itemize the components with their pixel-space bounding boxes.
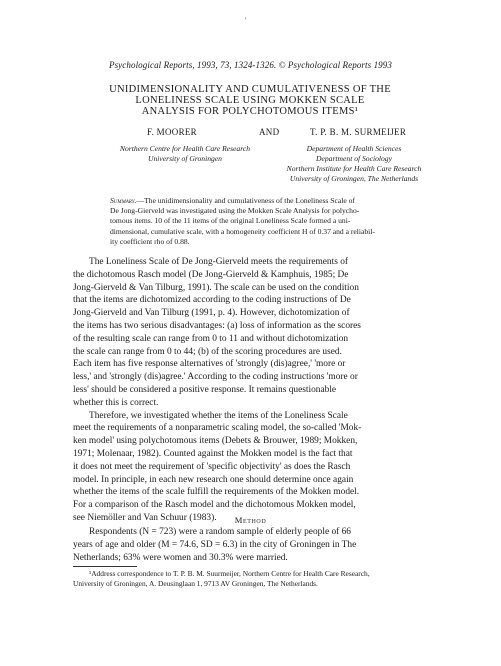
title-line: LONELINESS SCALE USING MOKKEN SCALE (135, 95, 365, 106)
method-line: Respondents (N = 723) were a random sample of elderly people of 66 (89, 527, 351, 537)
author-second: T. P. B. M. SURMEIJER (310, 127, 407, 137)
affiliation-line: Northern Centre for Health Care Research (119, 144, 251, 153)
affiliation-line: Department of Health Sciences (306, 144, 402, 153)
abstract-line: De Jong-Gierveld was investigated using the Mokken Scale Analysis for polycho- (110, 206, 360, 216)
abstract-line: dimensional, cumulative scale, with a homogeneity coefficient H of 0.37 and a reliabil- (110, 226, 375, 236)
body-line: Jong-Gierveld and Van Tilburg (1991, p. 4). However, dichotomization of (73, 308, 350, 319)
affiliation-right (279, 144, 429, 184)
body-line: ken model' using polychotomous items (Debets & Brouwer, 1989; Mokken, (73, 436, 358, 447)
body-line: Therefore, we investigated whether the items of the Loneliness Scale (89, 410, 348, 421)
body-line: 1971; Molenaar, 1982). Counted against the Mokken model is the fact that (73, 448, 353, 459)
title-line: UNIDIMENSIONALITY AND CUMULATIVENESS OF THE (109, 84, 391, 95)
body-line: the dichotomous Rasch model (De Jong-Gierveld & Kamphuis, 1985; De (73, 269, 349, 280)
journal-citation: Psychological Reports, 1993, 73, 1324-1326. © Psychological Reports 1993 (108, 60, 392, 70)
header-mark: ' (245, 16, 247, 25)
body-line: meet the requirements of a nonparametric scaling model, the so-called 'Mok- (73, 423, 362, 434)
article-title (100, 84, 400, 117)
author-conjunction: AND (259, 127, 280, 137)
body-line: Each item has five response alternatives of 'strongly (dis)agree,' 'more or (73, 359, 346, 370)
body-line: whether the items of the scale fulfill the requirements of the Mokken model. (73, 487, 360, 498)
body-line: the items has two serious disadvantages: (a) loss of information as the scores (73, 320, 361, 331)
affiliation-line: Department of Sociology (316, 154, 392, 163)
method-text (73, 526, 431, 564)
abstract (110, 196, 408, 247)
body-line: For a comparison of the Rasch model and the dichotomous Mokken model, (73, 500, 356, 511)
method-line: years of age and older (M = 74.6, SD = 6.3) in the city of Groningen in The (73, 539, 357, 550)
body-text (73, 256, 431, 525)
body-line: Jong-Gierveld & Van Tilburg, 1991). The scale can be used on the condition (73, 282, 359, 293)
body-line: of the resulting scale can range from 0 to 11 and without dichotomization (73, 333, 349, 344)
abstract-line: ity coefficient rho of 0.88. (110, 236, 190, 246)
footnote-rule (73, 566, 137, 567)
footnote (73, 569, 431, 588)
abstract-line (110, 196, 408, 206)
footnote-line: ¹Address correspondence to T. P. B. M. Suurmeijer, Northern Centre for Health Care Research, (89, 569, 370, 578)
affiliation-line: University of Groningen (148, 154, 222, 163)
abstract-line: tomous items. 10 of the 11 items of the original Loneliness Scale formed a uni- (110, 216, 351, 226)
method-line: Netherlands; 63% were women and 30.3% were married. (73, 552, 288, 563)
body-line: whether this is correct. (73, 397, 159, 408)
affiliation-left (104, 144, 266, 164)
author-first: F. MOORER (147, 127, 197, 137)
abstract-text: —The unidimensionality and cumulativeness of the Loneliness Scale of (136, 196, 355, 205)
body-line: less,' and 'strongly (dis)agree.' According to the coding instructions 'more or (73, 372, 358, 383)
footnote-line: University of Groningen, A. Deusinglaan 1, 9713 AV Groningen, The Netherlands. (73, 578, 318, 588)
affiliation-line: Northern Institute for Health Care Research (286, 164, 422, 173)
title-line: ANALYSIS FOR POLYCHOTOMOUS ITEMS¹ (141, 106, 359, 117)
body-line: the scale can range from 0 to 44; (b) of the scoring procedures are used. (73, 346, 342, 357)
body-line: that the items are dichotomized according to the coding instructions of De (73, 295, 351, 306)
body-line: model. In principle, in each new research one should determine once again (73, 474, 354, 485)
section-heading-method: Method (234, 515, 267, 525)
body-line: The Loneliness Scale of De Jong-Gierveld meets the requirements of (89, 257, 349, 267)
body-line: it does not meet the requirement of 'specific objectivity' as does the Rasch (73, 461, 351, 472)
affiliation-line: University of Groningen, The Netherlands (289, 174, 419, 183)
body-line: less' should be considered a positive response. It remains questionable (73, 384, 337, 395)
abstract-lead: Summary. (110, 196, 137, 205)
body-line: see Niemöller and Van Schuur (1983). (73, 512, 217, 523)
